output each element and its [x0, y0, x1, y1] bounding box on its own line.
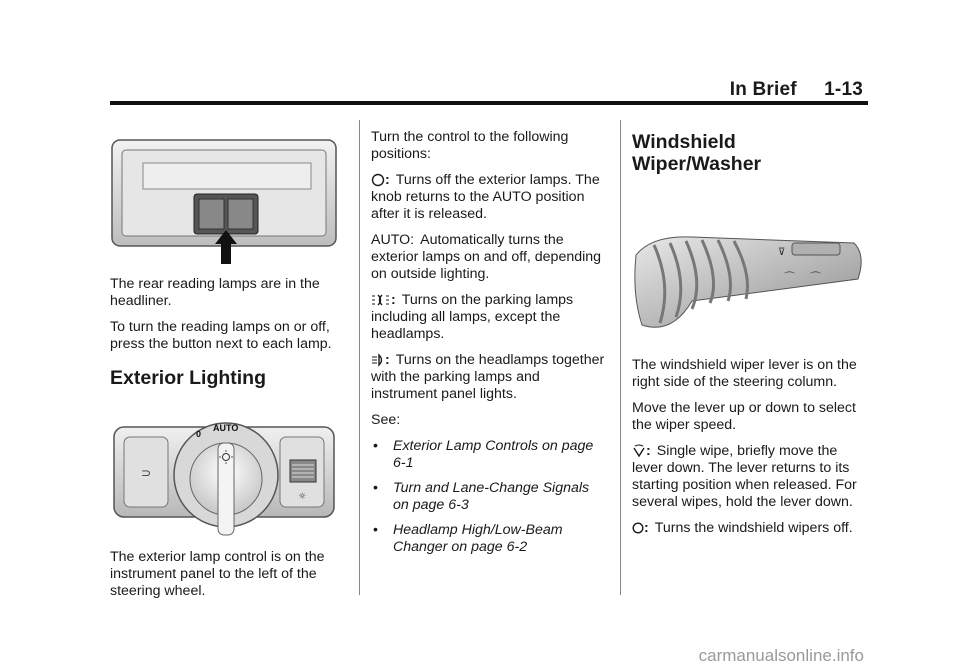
watermark: carmanualsonline.info — [698, 646, 864, 665]
exterior-lamp-caption: The exterior lamp control is on the instrument panel to the left of the steering wheel. — [110, 549, 325, 599]
single-wipe-icon: : — [632, 443, 651, 460]
wiper-lever-figure — [632, 205, 868, 345]
reading-lamp-figure — [110, 120, 338, 266]
link-turn-signals[interactable]: • Turn and Lane-Change Signals on page 6-3 — [371, 480, 607, 514]
item-single-wipe: : Single wipe, briefly move the lever down. The lever returns to its starting position when released. For several wipes, hold the lever down. — [632, 443, 857, 510]
page-header — [0, 0, 960, 110]
see-label: See: — [371, 412, 401, 428]
wiper-speed-icon: ⌒ — [784, 271, 795, 284]
item-off: : Turns off the exterior lamps. The knob returns to the AUTO position after it is released. — [371, 172, 600, 222]
wiper-caption: The windshield wiper lever is on the right side of the steering column. — [632, 357, 857, 390]
reading-lamp-caption: The rear reading lamps are in the headliner. — [110, 276, 320, 309]
exterior-lighting-heading: Exterior Lighting — [110, 367, 266, 389]
auto-label: AUTO — [213, 423, 239, 433]
parking-lamp-icon: : — [371, 292, 396, 309]
wiper-washer-heading: Windshield Wiper/Washer — [632, 131, 762, 175]
off-label: 0 — [196, 429, 202, 439]
dimmer-icon: ☼ — [298, 492, 307, 502]
washer-icon: ⊽ — [778, 247, 786, 258]
off-symbol-icon: : — [371, 172, 390, 189]
positions-intro: Turn the control to the following positions: — [371, 129, 569, 162]
column-divider-2 — [620, 120, 621, 595]
link-headlamp-changer[interactable]: • Headlamp High/Low-Beam Changer on page 6-2 — [371, 522, 607, 556]
page-title: In Brief 1-13 — [729, 79, 863, 100]
fog-lamp-icon: ⊃ — [141, 466, 152, 480]
link-exterior-lamp-controls[interactable]: • Exterior Lamp Controls on page 6-1 — [371, 438, 607, 472]
headlamp-icon: : — [371, 352, 390, 369]
wiper-speed-instructions: Move the lever up or down to select the wiper speed. — [632, 400, 856, 433]
reading-lamp-instructions: To turn the reading lamps on or off, press the button next to each lamp. — [110, 319, 332, 352]
wiper-off-icon: : — [632, 520, 649, 537]
exterior-lamp-control-figure — [110, 413, 338, 545]
column-2 — [371, 129, 607, 564]
item-auto: AUTO: Automatically turns the exterior lamps on and off, depending on outside lighting. — [371, 232, 602, 282]
rear-wiper-icon: ⌒ — [810, 271, 821, 284]
header-rule — [110, 101, 868, 105]
column-1 — [110, 120, 338, 609]
item-headlamps: : Turns on the headlamps together with the parking lamps and instrument panel lights. — [371, 352, 605, 402]
item-parking: : Turns on the parking lamps including all lamps, except the headlamps. — [371, 292, 574, 342]
item-wiper-off: : Turns the windshield wipers off. — [632, 520, 868, 537]
column-divider-1 — [359, 120, 360, 595]
column-3 — [632, 120, 868, 546]
